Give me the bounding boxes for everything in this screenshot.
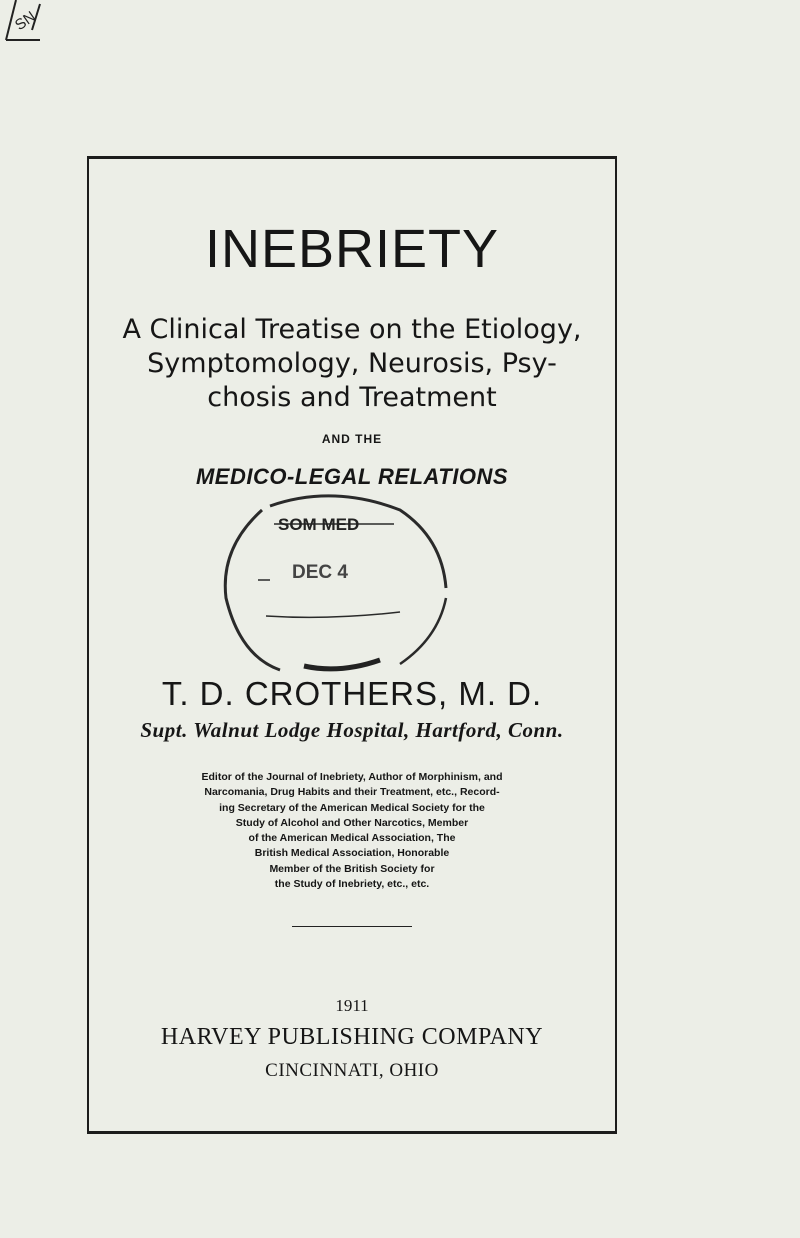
publication-year: 1911 — [335, 996, 369, 1015]
section-divider — [292, 926, 412, 927]
publisher-name: HARVEY PUBLISHING COMPANY — [160, 1024, 544, 1050]
library-stamp-image — [210, 488, 456, 674]
credentials-line: of the American Medical Association, The — [248, 832, 456, 845]
author-position: Supt. Walnut Lodge Hospital, Hartford, Conn. — [140, 718, 564, 742]
stamp-text-top: SOM MED — [278, 515, 360, 534]
author-name: T. D. CROTHERS, M. D. — [161, 675, 543, 712]
subject-heading: MEDICO-LEGAL RELATIONS — [195, 464, 509, 489]
credentials-line: Editor of the Journal of Inebriety, Author of Morphinism, and — [201, 771, 503, 783]
credentials-line: the Study of Inebriety, etc., etc. — [274, 878, 430, 891]
book-title: INEBRIETY — [204, 219, 500, 279]
stamp-date: DEC 4 — [292, 562, 348, 583]
subtitle-line: A Clinical Treatise on the Etiology, — [122, 314, 582, 345]
svg-text:SN: SN — [11, 8, 39, 34]
credentials-line: Narcomania, Drug Habits and their Treatment, etc., Record- — [204, 786, 500, 799]
credentials-line: Study of Alcohol and Other Narcotics, Member — [235, 816, 469, 829]
and-the-label: AND THE — [321, 432, 383, 446]
book-subtitle — [87, 313, 617, 415]
credentials-line: ing Secretary of the American Medical Society for the — [219, 801, 485, 814]
credentials-line: Member of the British Society for — [269, 862, 435, 875]
publisher-city: CINCINNATI, OHIO — [265, 1060, 439, 1081]
subtitle-line: chosis and Treatment — [207, 382, 497, 413]
credentials-line: British Medical Association, Honorable — [254, 847, 450, 860]
author-credentials — [175, 770, 529, 892]
corner-bookplate-mark — [2, 0, 44, 42]
subtitle-line: Symptomology, Neurosis, Psy- — [147, 348, 557, 379]
